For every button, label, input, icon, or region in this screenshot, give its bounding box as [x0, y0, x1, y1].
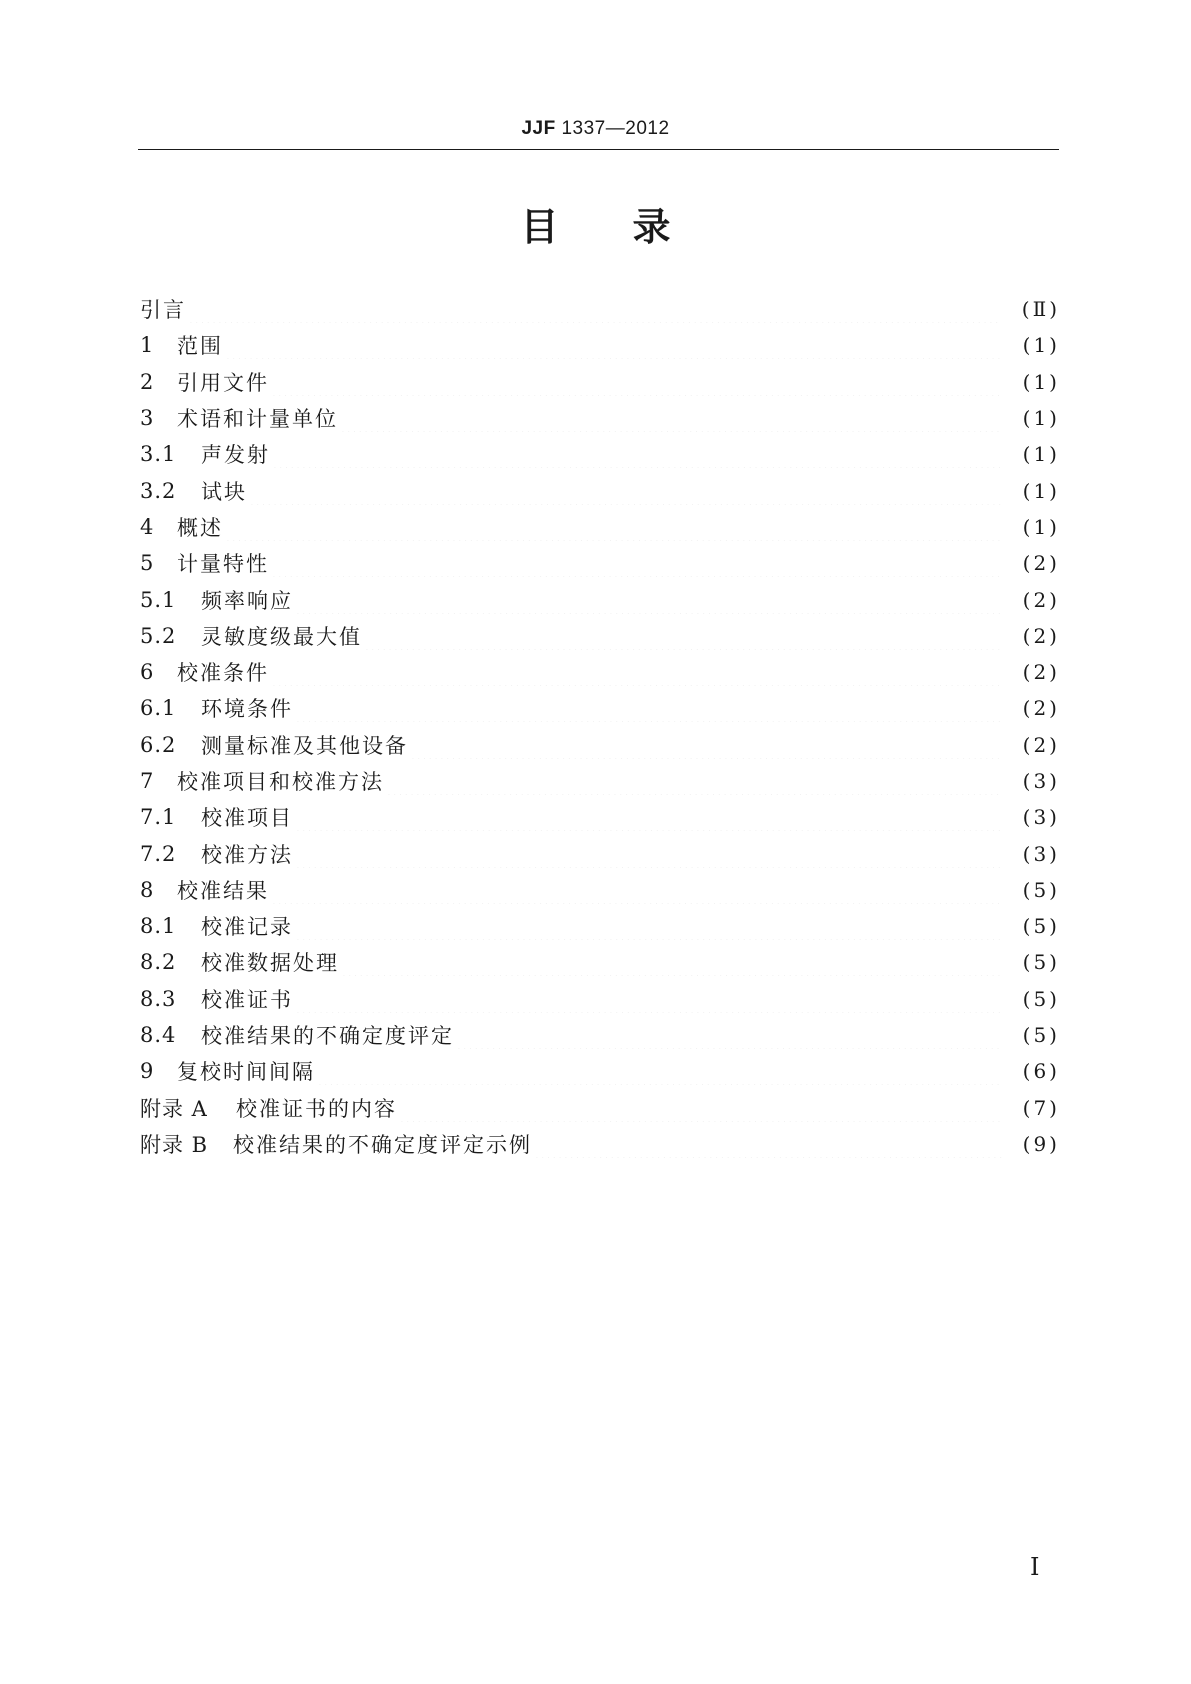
toc-entry-label: 校准数据处理 — [201, 951, 339, 976]
toc-entry-8-3[interactable] — [140, 981, 1060, 1017]
toc-entry-number: 7.2 — [140, 841, 177, 866]
toc-entry-label: 试块 — [201, 479, 247, 504]
toc-entry-label: 校准方法 — [201, 842, 293, 867]
toc-leader-dots — [271, 374, 1002, 396]
toc-leader-dots — [295, 592, 1002, 614]
toc-entry-6-2[interactable] — [140, 727, 1060, 763]
document-code — [0, 118, 1191, 140]
toc-leader-dots — [399, 1100, 1002, 1122]
toc-leader-dots — [271, 664, 1002, 686]
toc-entry-page: (7) — [1022, 1095, 1060, 1120]
toc-entry-page: (2) — [1022, 551, 1060, 576]
toc-entry-number: 4 — [140, 514, 155, 539]
toc-leader-dots — [271, 555, 1002, 577]
toc-entry-page: (3) — [1022, 841, 1060, 866]
toc-entry-number: 附录 B — [140, 1132, 209, 1157]
toc-entry-label: 校准证书 — [201, 987, 293, 1012]
toc-entry-page: (3) — [1022, 769, 1060, 793]
toc-leader-dots — [341, 954, 1002, 976]
toc-leader-dots — [410, 737, 1002, 759]
toc-entry-page: (5) — [1022, 914, 1060, 939]
toc-leader-dots — [340, 410, 1002, 432]
toc-entry-label: 范围 — [177, 334, 223, 359]
toc-entry-number: 6 — [140, 660, 155, 685]
toc-entry-8-1[interactable] — [140, 908, 1060, 944]
toc-entry-7[interactable] — [140, 763, 1060, 799]
toc-entry-page: (5) — [1022, 950, 1060, 975]
toc-title-char-2: 录 — [632, 205, 671, 249]
header-rule — [138, 149, 1059, 150]
toc-entry-number: 3.1 — [140, 442, 177, 467]
toc-entry-number: 7 — [140, 769, 155, 793]
toc-entry-number: 5 — [140, 551, 155, 576]
toc-entry-number: 5.2 — [140, 623, 177, 648]
toc-entry-number: 8.3 — [140, 986, 177, 1011]
toc-entry-label: 引用文件 — [177, 370, 269, 395]
toc-entry-label: 校准结果 — [177, 878, 269, 903]
toc-entry-label: 校准结果的不确定度评定 — [201, 1024, 454, 1049]
toc-entry-label: 校准项目和校准方法 — [177, 770, 384, 794]
toc-entry-label: 校准条件 — [177, 661, 269, 686]
toc-title — [0, 202, 1191, 252]
toc-entry-number: 附录 A — [140, 1096, 208, 1121]
toc-entry-1[interactable] — [140, 327, 1060, 363]
toc-entry-number: 3 — [140, 406, 155, 431]
document-code-prefix: JJF — [521, 118, 556, 139]
toc-entry-label: 校准证书的内容 — [236, 1096, 397, 1121]
toc-list — [140, 291, 1060, 1162]
toc-entry-7-1[interactable] — [140, 799, 1060, 835]
toc-leader-dots — [249, 483, 1002, 505]
toc-leader-dots — [534, 1136, 1002, 1158]
toc-entry-label: 校准记录 — [201, 915, 293, 940]
toc-entry-label: 频率响应 — [201, 588, 293, 613]
toc-leader-dots — [225, 337, 1002, 359]
toc-leader-dots — [225, 519, 1002, 541]
toc-entry-6[interactable] — [140, 654, 1060, 690]
toc-entry-number: 3.2 — [140, 478, 177, 503]
toc-entry-page: (9) — [1022, 1131, 1060, 1156]
toc-entry-page: (5) — [1022, 877, 1060, 902]
toc-entry-9[interactable] — [140, 1053, 1060, 1089]
toc-entry-number: 2 — [140, 369, 155, 394]
toc-entry-number: 8.2 — [140, 950, 177, 975]
toc-leader-dots — [295, 991, 1002, 1013]
toc-entry-3-2[interactable] — [140, 472, 1060, 508]
toc-entry-intro[interactable] — [140, 291, 1060, 327]
toc-entry-number: 8.1 — [140, 914, 177, 939]
toc-entry-label: 测量标准及其他设备 — [201, 733, 408, 758]
toc-entry-8[interactable] — [140, 872, 1060, 908]
document-code-number: 1337—2012 — [555, 118, 670, 139]
toc-entry-2[interactable] — [140, 364, 1060, 400]
toc-leader-dots — [317, 1063, 1002, 1085]
toc-entry-number: 9 — [140, 1059, 155, 1084]
toc-entry-label: 灵敏度级最大值 — [201, 624, 362, 649]
toc-entry-7-2[interactable] — [140, 835, 1060, 871]
toc-entry-label: 校准项目 — [201, 806, 293, 831]
toc-entry-page: (2) — [1022, 623, 1060, 648]
toc-leader-dots — [272, 446, 1002, 468]
toc-entry-3-1[interactable] — [140, 436, 1060, 472]
toc-entry-label: 引言 — [140, 298, 186, 323]
toc-entry-3[interactable] — [140, 400, 1060, 436]
toc-entry-page: (Ⅱ) — [1021, 297, 1060, 322]
toc-entry-page: (1) — [1022, 369, 1060, 394]
page-number: Ⅰ — [1030, 1555, 1040, 1581]
toc-title-char-1: 目 — [520, 205, 559, 249]
toc-entry-label: 计量特性 — [177, 552, 269, 577]
toc-entry-page: (6) — [1022, 1059, 1060, 1084]
toc-leader-dots — [295, 846, 1002, 868]
toc-leader-dots — [364, 628, 1002, 650]
toc-entry-page: (2) — [1022, 732, 1060, 757]
toc-entry-label: 概述 — [177, 515, 223, 540]
toc-entry-label: 声发射 — [201, 443, 270, 468]
toc-entry-appendix-b[interactable] — [140, 1126, 1060, 1162]
toc-entry-number: 5.1 — [140, 587, 177, 612]
toc-entry-number: 8 — [140, 877, 155, 902]
toc-entry-page: (2) — [1022, 587, 1060, 612]
toc-leader-dots — [271, 882, 1002, 904]
toc-entry-label: 术语和计量单位 — [177, 407, 338, 432]
toc-entry-5-2[interactable] — [140, 618, 1060, 654]
toc-entry-label: 校准结果的不确定度评定示例 — [233, 1132, 532, 1157]
toc-entry-number: 8.4 — [140, 1023, 177, 1048]
toc-leader-dots — [188, 301, 1002, 323]
toc-entry-page: (1) — [1022, 406, 1060, 431]
toc-leader-dots — [295, 918, 1002, 940]
toc-entry-label: 环境条件 — [201, 697, 293, 722]
toc-entry-appendix-a[interactable] — [140, 1090, 1060, 1126]
toc-entry-page: (1) — [1022, 478, 1060, 503]
toc-entry-4[interactable] — [140, 509, 1060, 545]
toc-entry-page: (2) — [1022, 660, 1060, 685]
toc-entry-label: 复校时间间隔 — [177, 1060, 315, 1085]
toc-leader-dots — [456, 1027, 1002, 1049]
toc-leader-dots — [295, 700, 1002, 722]
toc-entry-page: (1) — [1022, 514, 1060, 539]
toc-leader-dots — [295, 809, 1002, 831]
toc-entry-number: 7.1 — [140, 805, 177, 830]
toc-entry-page: (2) — [1022, 696, 1060, 721]
toc-entry-page: (3) — [1022, 805, 1060, 830]
toc-entry-page: (1) — [1022, 442, 1060, 467]
toc-entry-page: (1) — [1022, 333, 1060, 358]
toc-entry-5[interactable] — [140, 545, 1060, 581]
toc-entry-number: 6.1 — [140, 696, 177, 721]
toc-entry-6-1[interactable] — [140, 690, 1060, 726]
toc-entry-8-4[interactable] — [140, 1017, 1060, 1053]
toc-entry-number: 1 — [140, 333, 155, 358]
toc-entry-5-1[interactable] — [140, 581, 1060, 617]
toc-entry-page: (5) — [1022, 1023, 1060, 1048]
toc-entry-8-2[interactable] — [140, 944, 1060, 980]
toc-entry-number: 6.2 — [140, 732, 177, 757]
toc-leader-dots — [386, 773, 1002, 795]
toc-entry-page: (5) — [1022, 986, 1060, 1011]
